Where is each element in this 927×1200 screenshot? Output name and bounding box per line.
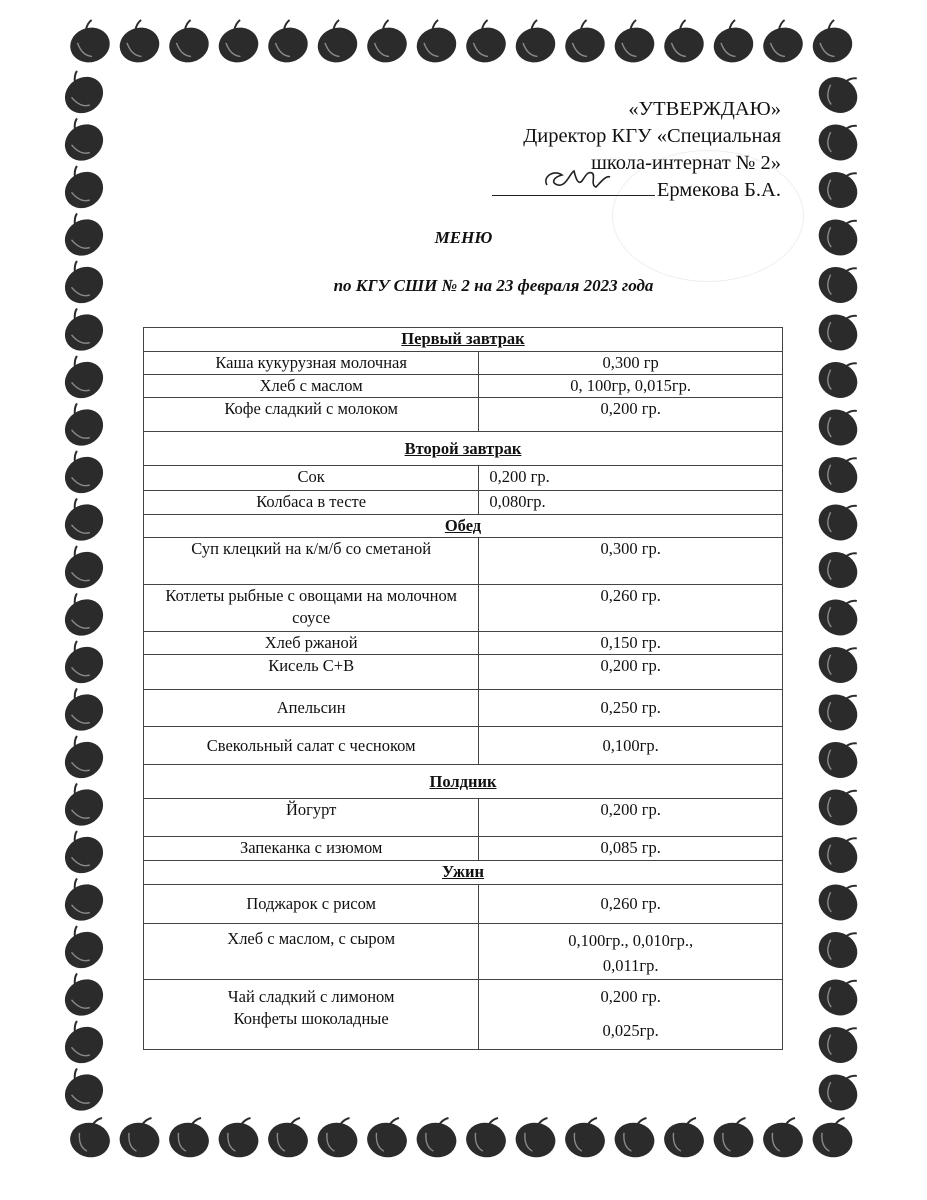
apple-icon [216, 1113, 262, 1160]
dish-amount: 0,100гр. [479, 727, 783, 765]
apple-icon [661, 1113, 707, 1160]
dish-amount-pair [479, 980, 783, 1050]
dish-name: Кисель С+В [144, 655, 479, 690]
apple-icon [54, 112, 110, 168]
dish-amount: 0,100гр., 0,010гр., 0,011гр. [479, 924, 783, 980]
apple-icon [54, 159, 110, 215]
dish-amount: 0,150 гр. [479, 632, 783, 655]
apple-icon [812, 919, 867, 974]
dish-name: Хлеб с маслом [144, 375, 479, 398]
dish-name: Чай сладкий с лимоном [227, 987, 395, 1006]
apple-icon [807, 17, 856, 67]
apple-icon [562, 1113, 608, 1160]
apple-icon [114, 17, 163, 67]
dish-name: Каша кукурузная молочная [144, 352, 479, 375]
apple-icon [812, 682, 867, 737]
apple-icon [758, 17, 807, 67]
dish-amount: 0,080гр. [479, 491, 783, 515]
signature-line [492, 177, 655, 196]
apple-icon [812, 397, 867, 452]
apple-icon [54, 64, 110, 120]
dish-name-pair [144, 980, 479, 1050]
dish-name: Хлеб с маслом, с сыром [144, 924, 479, 980]
approval-block [492, 96, 781, 204]
section-title-snack: Полдник [144, 765, 783, 799]
apple-icon [364, 1113, 410, 1160]
dish-amount: 0,085 гр. [479, 837, 783, 861]
apple-icon [362, 17, 411, 67]
dish-amount: 0,025гр. [602, 1021, 659, 1040]
apple-icon [812, 539, 867, 594]
apple-icon [708, 17, 757, 67]
dish-amount: 0,250 гр. [479, 690, 783, 727]
apple-icon [54, 682, 110, 738]
apple-icon [164, 17, 213, 67]
dish-name: Котлеты рыбные с овощами на молочном соусе [144, 585, 479, 632]
approval-title: «УТВЕРЖДАЮ» [628, 98, 781, 120]
apple-icon [463, 1113, 509, 1160]
dish-amount: 0,200 гр. [600, 987, 661, 1006]
dish-name: Сок [144, 466, 479, 491]
dish-amount: 0,200 гр. [479, 466, 783, 491]
apple-icon [812, 729, 867, 784]
dish-name: Конфеты шоколадные [233, 1009, 389, 1028]
apple-icon [812, 824, 867, 879]
dish-name: Кофе сладкий с молоком [144, 398, 479, 432]
menu-title: МЕНЮ [434, 228, 493, 247]
apple-icon [812, 112, 867, 167]
apple-icon [54, 397, 110, 453]
apple-icon [812, 349, 867, 404]
apple-icon [65, 17, 114, 67]
apple-icon [510, 17, 559, 67]
signature-scribble [492, 163, 655, 193]
section-title-breakfast1: Первый завтрак [144, 328, 783, 352]
apple-icon [812, 872, 867, 927]
dish-amount: 0,260 гр. [479, 885, 783, 924]
director-name: Ермекова Б.А. [656, 179, 781, 201]
apple-icon [166, 1113, 212, 1160]
apple-icon [812, 634, 867, 689]
apple-icon [411, 17, 460, 67]
menu-table [143, 327, 783, 1050]
apple-icon [812, 967, 867, 1022]
apple-icon [659, 17, 708, 67]
apple-icon [54, 302, 110, 358]
apple-icon [612, 1113, 658, 1160]
dish-name: Йогурт [144, 799, 479, 837]
dish-amount: 0,200 гр. [479, 799, 783, 837]
section-title-dinner: Ужин [144, 861, 783, 885]
apple-icon [812, 492, 867, 547]
menu-subtitle: по КГУ СШИ № 2 на 23 февраля 2023 года [333, 276, 654, 295]
apple-icon [461, 17, 510, 67]
apple-icon [54, 539, 110, 595]
apple-icon [213, 17, 262, 67]
apple-icon [810, 1113, 856, 1160]
dish-amount: 0,300 гр [479, 352, 783, 375]
apple-icon [265, 1113, 311, 1160]
dish-amount: 0, 100гр, 0,015гр. [479, 375, 783, 398]
section-title-breakfast2: Второй завтрак [144, 432, 783, 466]
apple-icon [67, 1113, 113, 1160]
approval-organization: школа-интернат № 2» [591, 152, 781, 174]
dish-amount: 0,200 гр. [479, 398, 783, 432]
dish-amount: 0,200 гр. [479, 655, 783, 690]
dish-name: Хлеб ржаной [144, 632, 479, 655]
apple-icon [54, 919, 110, 975]
apple-icon [54, 492, 110, 548]
dish-amount: 0,260 гр. [479, 585, 783, 632]
apple-icon [54, 444, 110, 500]
apple-icon [760, 1113, 806, 1160]
apple-icon [414, 1113, 460, 1160]
dish-amount: 0,300 гр. [479, 538, 783, 585]
apple-icon [812, 444, 867, 499]
apple-icon [312, 17, 361, 67]
apple-icon [54, 1014, 110, 1070]
apple-icon [263, 17, 312, 67]
dish-name: Колбаса в тесте [144, 491, 479, 515]
apple-icon [812, 587, 867, 642]
apple-icon [315, 1113, 361, 1160]
approval-signature-row [492, 177, 781, 204]
apple-icon [54, 634, 110, 690]
apple-icon [513, 1113, 559, 1160]
apple-icon [54, 777, 110, 833]
dish-name: Запеканка с изюмом [144, 837, 479, 861]
dish-name: Суп клецкий на к/м/б со сметаной [144, 538, 479, 585]
apple-icon [812, 64, 867, 119]
apple-icon [812, 1062, 867, 1117]
apple-icon [812, 1014, 867, 1069]
apple-icon [54, 729, 110, 785]
apple-icon [54, 967, 110, 1023]
section-title-lunch: Обед [144, 515, 783, 538]
apple-icon [711, 1113, 757, 1160]
apple-icon [117, 1113, 163, 1160]
apple-icon [812, 302, 867, 357]
apple-icon [812, 777, 867, 832]
apple-icon [560, 17, 609, 67]
apple-icon [54, 349, 110, 405]
apple-icon [54, 824, 110, 880]
dish-name: Свекольный салат с чесноком [144, 727, 479, 765]
apple-icon [609, 17, 658, 67]
dish-name: Поджарок с рисом [144, 885, 479, 924]
approval-position: Директор КГУ «Специальная [523, 125, 781, 147]
dish-name: Апельсин [144, 690, 479, 727]
apple-icon [54, 587, 110, 643]
apple-icon [54, 1062, 110, 1118]
apple-icon [812, 159, 867, 214]
apple-icon [54, 872, 110, 928]
